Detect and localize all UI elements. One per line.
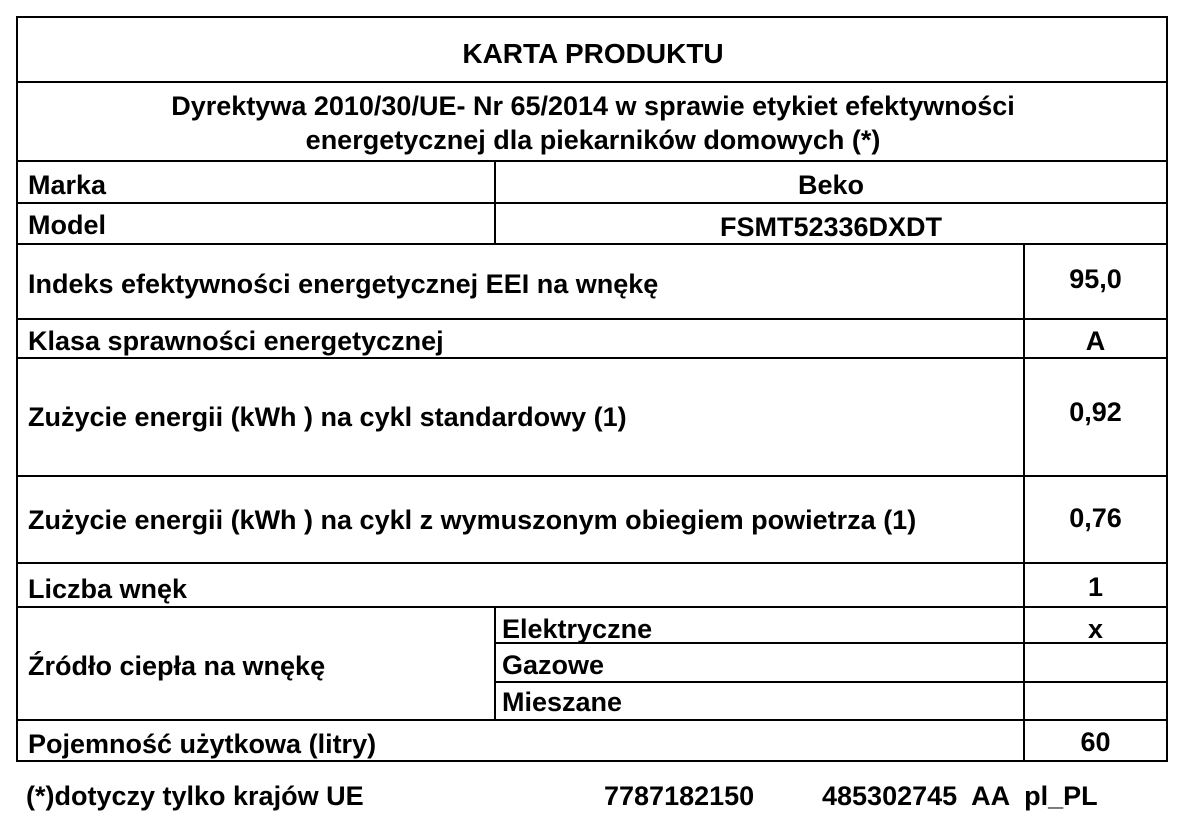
rule-standard (18, 475, 1166, 477)
brand-label: Marka (28, 170, 107, 200)
model-value: FSMT52336DXDT (719, 212, 943, 242)
rule-eei (18, 318, 1166, 320)
standard-cycle-label: Zużycie energii (kWh ) na cykl standardowy (1) (28, 402, 627, 432)
standard-cycle-value: 0,92 (1069, 397, 1122, 427)
page-title: KARTA PRODUKTU (462, 38, 724, 69)
directive-line-1: Dyrektywa 2010/30/UE- Nr 65/2014 w sprawie etykiet efektywności (171, 91, 1015, 121)
heat-source-label: Źródło ciepła na wnękę (28, 651, 326, 681)
cavities-value: 1 (1087, 572, 1104, 602)
eei-value: 95,0 (1069, 264, 1122, 294)
rule-cavities (18, 606, 1166, 608)
eei-label: Indeks efektywności energetycznej EEI na wnękę (28, 269, 659, 299)
rule-forced-air (18, 562, 1166, 564)
col-divider-heat-source (494, 606, 496, 721)
heat-source-option-gas: Gazowe (502, 650, 605, 680)
capacity-label: Pojemność użytkowa (litry) (28, 729, 377, 759)
model-label: Model (28, 210, 106, 240)
heat-source-option-mixed: Mieszane (502, 687, 623, 717)
footer-note: (*)dotyczy tylko krajów UE (26, 781, 364, 811)
brand-value: Beko (797, 170, 865, 200)
capacity-value: 60 (1080, 727, 1111, 757)
rule-mixed (18, 719, 1166, 721)
rule-class (18, 357, 1166, 359)
heat-source-option-electric: Elektryczne (502, 614, 653, 644)
energy-class-label: Klasa sprawności energetycznej (28, 326, 444, 356)
forced-air-cycle-value: 0,76 (1069, 503, 1122, 533)
rule-directive (18, 160, 1166, 162)
rule-brand (18, 202, 1166, 204)
rule-gas (496, 681, 1166, 683)
energy-class-value: A (1085, 326, 1106, 356)
directive-line-2: energetycznej dla piekarników domowych (*) (305, 125, 881, 155)
footer-code-1: 7787182150 (604, 781, 755, 811)
rule-title (18, 81, 1166, 83)
cavities-label: Liczba wnęk (28, 574, 188, 604)
forced-air-cycle-label: Zużycie energii (kWh ) na cykl z wymuszonym obiegiem powietrza (1) (28, 505, 917, 535)
col-divider-values (1023, 243, 1025, 760)
footer-code-2: 485302745 AA pl_PL (822, 781, 1098, 811)
heat-source-value-electric: x (1087, 614, 1104, 644)
rule-model (18, 243, 1166, 245)
